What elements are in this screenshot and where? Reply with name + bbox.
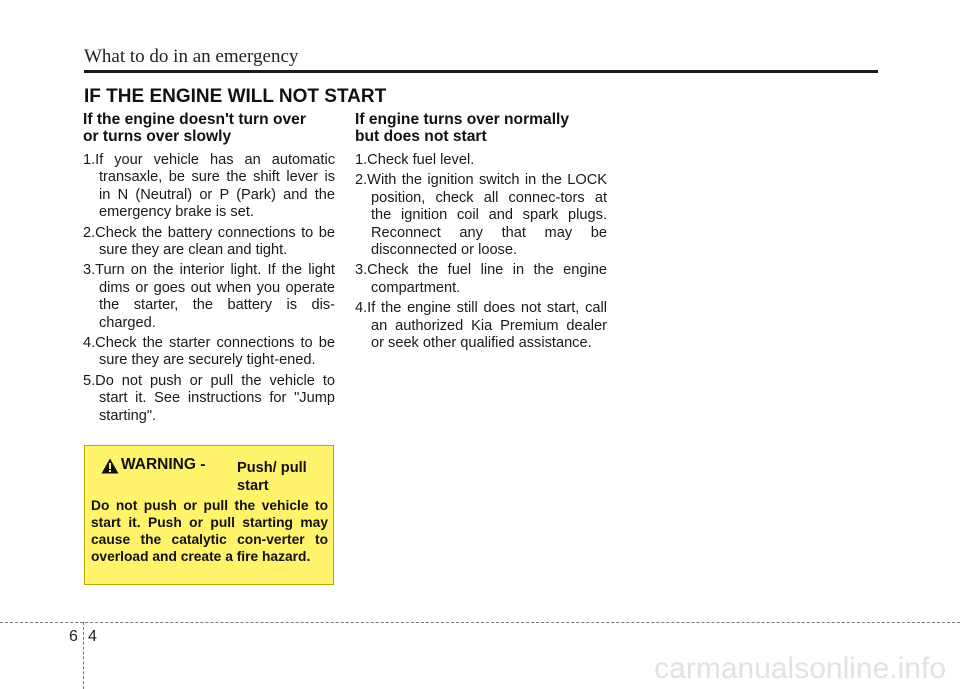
right-step-1: 1.Check fuel level. bbox=[355, 152, 475, 168]
warning-label: WARNING - bbox=[121, 456, 206, 473]
page-header-title: What to do in an emergency bbox=[84, 46, 299, 67]
right-subheading bbox=[355, 111, 607, 145]
page-number: 4 bbox=[88, 628, 97, 645]
section-title: IF THE ENGINE WILL NOT START bbox=[84, 86, 387, 107]
warning-body: Do not push or pull the vehicle to start it. Push or pull starting may cause the catalytic con-verter to overload and create a fire hazard. bbox=[91, 498, 328, 564]
right-step-3: 3.Check the fuel line in the engine compartment. bbox=[355, 262, 607, 296]
right-step-2: 2.With the ignition switch in the LOCK position, check all connec-tors at the ignition coil and spark plugs. Reconnect any that may be disconnected or loose. bbox=[355, 172, 607, 259]
warning-box bbox=[84, 445, 334, 585]
right-step-4: 4.If the engine still does not start, call an authorized Kia Premium dealer or seek other qualified assistance. bbox=[355, 300, 607, 352]
left-subheading-line2: or turns over slowly bbox=[83, 128, 232, 145]
warning-subtitle: Push/ pull start bbox=[237, 460, 307, 494]
left-step-1: 1.If your vehicle has an automatic transaxle, be sure the shift lever is in N (Neutral) or P (Park) and the emergency brake is set. bbox=[83, 152, 335, 221]
left-steps-list bbox=[83, 152, 335, 425]
header-divider bbox=[84, 70, 878, 73]
left-column bbox=[83, 111, 335, 428]
left-subheading bbox=[83, 111, 335, 145]
watermark-text: carmanualsonline.info bbox=[654, 652, 946, 685]
right-subheading-line1: If engine turns over normally bbox=[355, 111, 570, 128]
left-step-3: 3.Turn on the interior light. If the light dims or goes out when you operate the starter, the battery is dis-charged. bbox=[83, 262, 335, 331]
warning-triangle-icon bbox=[101, 458, 119, 474]
left-step-5: 5.Do not push or pull the vehicle to start it. See instructions for "Jump starting". bbox=[83, 372, 335, 424]
right-steps-list bbox=[355, 152, 607, 352]
right-column bbox=[355, 111, 607, 355]
left-step-2: 2.Check the battery connections to be sure they are clean and tight. bbox=[83, 224, 335, 259]
footer-vertical-divider bbox=[83, 622, 84, 689]
left-step-4: 4.Check the starter connections to be sure they are securely tight-ened. bbox=[83, 335, 335, 369]
left-subheading-line1: If the engine doesn't turn over bbox=[83, 111, 306, 128]
chapter-number: 6 bbox=[69, 628, 78, 645]
right-subheading-line2: but does not start bbox=[355, 128, 487, 145]
footer-divider bbox=[0, 622, 960, 623]
